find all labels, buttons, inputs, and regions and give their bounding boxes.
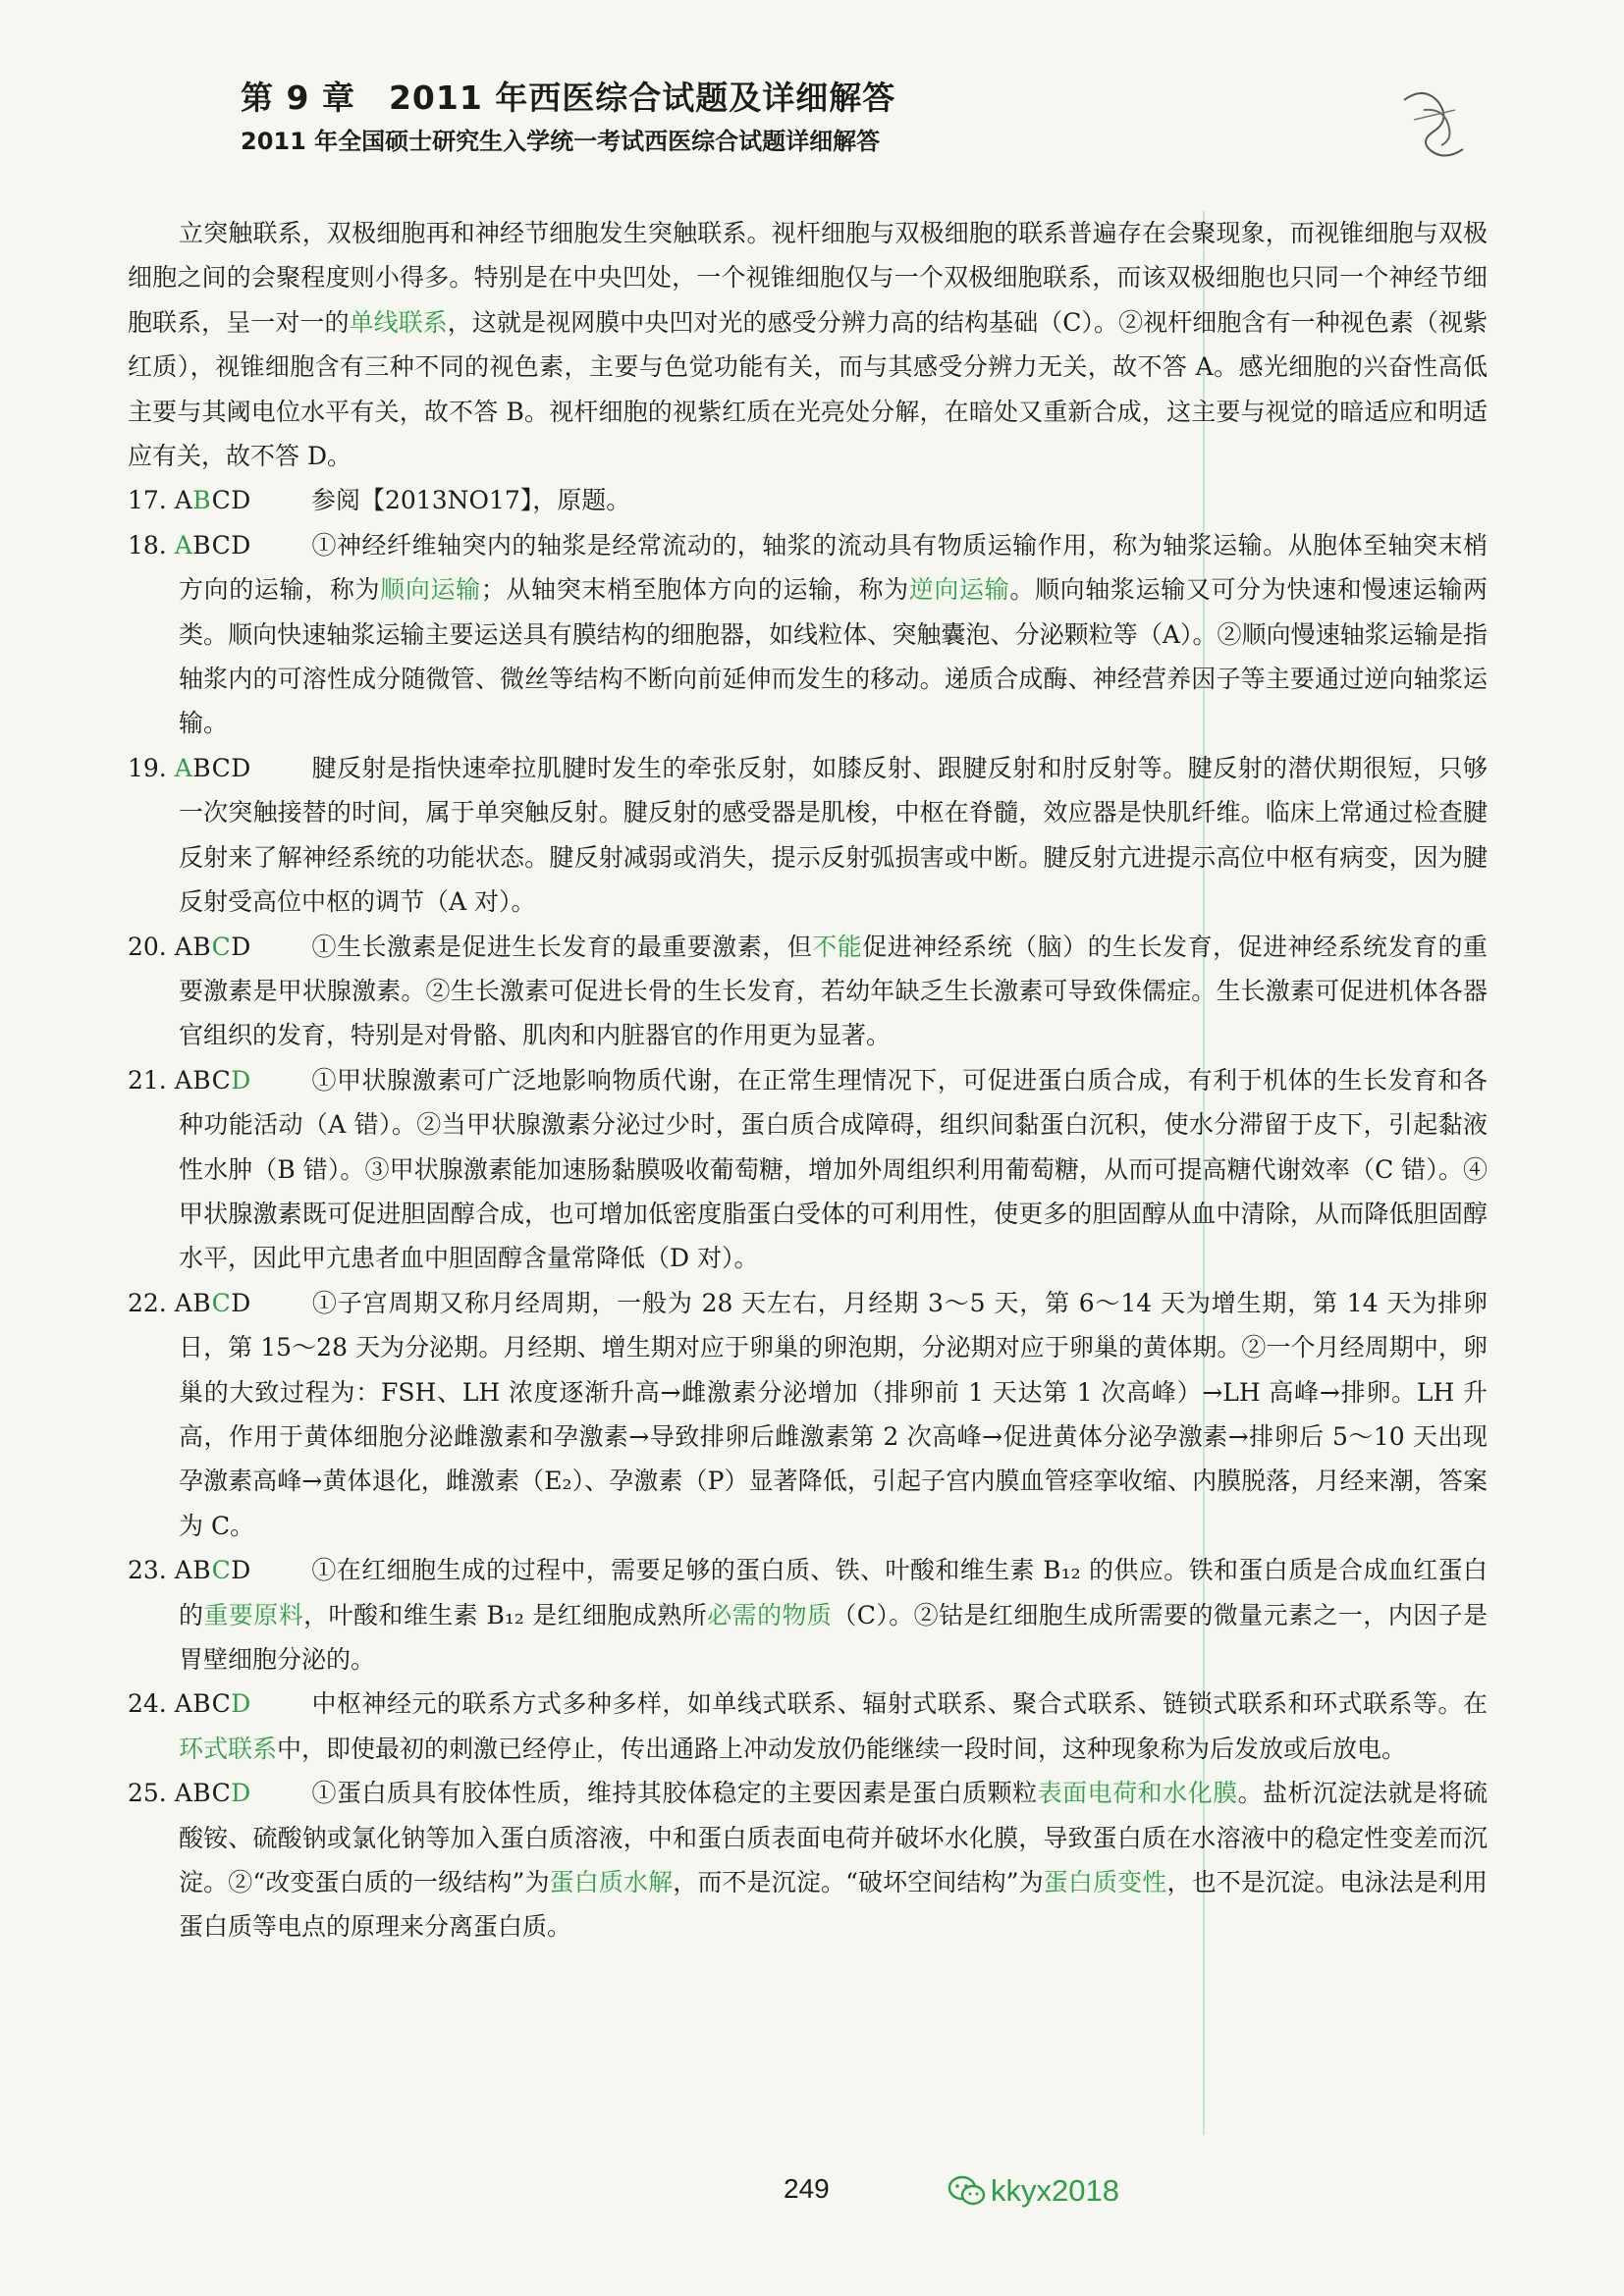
- answer-options: [175, 1689, 251, 1718]
- explanation-text: [179, 1058, 1488, 1281]
- option-letters: AB: [174, 932, 212, 961]
- text-run: ；从轴突末梢至胞体方向的运输，称为: [480, 575, 909, 605]
- answer-options: [175, 754, 251, 782]
- question-number: [128, 1058, 251, 1102]
- question-item: [128, 1771, 1488, 1949]
- chapter-title: 2011 年西医综合试题及详细解答: [388, 79, 896, 117]
- question-item: [128, 746, 1488, 925]
- option-letters: D: [231, 1556, 251, 1585]
- question-item: [128, 1682, 1488, 1771]
- option-letters: D: [231, 1288, 251, 1317]
- text-run: 中，即使最初的刺激已经停止，传出通路上冲动发放仍能继续一段时间，这种现象称为后发放或后放电。: [277, 1734, 1407, 1763]
- option-letters: AB: [174, 1556, 212, 1585]
- option-letters: BCD: [192, 530, 251, 560]
- highlighted-term: 蛋白质变性: [1043, 1868, 1167, 1897]
- correct-answer-letter: D: [231, 1065, 251, 1095]
- explanation-text: [179, 746, 1488, 925]
- page-footer: [0, 2167, 1624, 2216]
- question-label: 17.: [128, 486, 167, 515]
- highlighted-term: 单线联系: [349, 307, 448, 337]
- question-number: [128, 1548, 251, 1592]
- wechat-watermark: [947, 2169, 1119, 2213]
- text-run: ①在红细胞生成的过程中，需要足够的蛋白质、铁、叶酸和维生素 B₁₂ 的供应。铁和蛋白质是合成血红蛋白的: [179, 1556, 1488, 1629]
- correct-answer-letter: D: [231, 1779, 251, 1808]
- question-number: [128, 1682, 251, 1726]
- question-number: [128, 746, 251, 790]
- correct-answer-letter: C: [211, 932, 232, 961]
- highlighted-term: 逆向运输: [908, 575, 1010, 605]
- highlighted-term: 环式联系: [179, 1734, 278, 1763]
- answer-options: [175, 531, 251, 560]
- option-letters: ABC: [174, 1689, 232, 1719]
- text-run: 促进神经系统（脑）的生长发育，促进神经系统发育的重要激素是甲状腺激素。②生长激素可促进长骨的生长发育，若幼年缺乏生长激素可导致侏儒症。生长激素可促进机体各器官组织的发育，特别是对骨骼、肌肉和内脏器官的作用更为显著。: [179, 932, 1488, 1050]
- question-label: 18.: [128, 530, 167, 560]
- question-label: 25.: [128, 1779, 167, 1808]
- text-run: 参阅【2013NO17】，原题。: [311, 486, 631, 515]
- option-letters: A: [174, 486, 193, 515]
- question-label: 21.: [128, 1065, 167, 1095]
- question-number: [128, 925, 251, 969]
- answer-options: [175, 933, 251, 961]
- answer-explanations: [128, 211, 1488, 1949]
- correct-answer-letter: A: [174, 753, 193, 782]
- question-item: [128, 925, 1488, 1058]
- text-run: ，这就是视网膜中央凹对光的感受分辨力高的结构基础（C）。②视杆细胞含有一种视色素（视紫红质），视锥细胞含有三种不同的视色素，主要与色觉功能有关，而与其感受分辨力无关，故不答 A。感光细胞的兴奋性高低主要与其阈电位水平有关，故不答 B。视杆细胞的视紫红质在光亮处分解，在暗处又重新合成，这主要与视觉的暗适应和明适应有关，故不答 D。: [128, 307, 1488, 471]
- answer-options: [175, 1779, 251, 1807]
- text-run: 中枢神经元的联系方式多种多样，如单线式联系、辐射式联系、聚合式联系、链锁式联系和环式联系等。在: [311, 1689, 1488, 1719]
- text-run: ①蛋白质具有胶体性质，维持其胶体稳定的主要因素是蛋白质颗粒: [311, 1779, 1038, 1808]
- question-item: [128, 1281, 1488, 1548]
- page-number: 249: [784, 2173, 830, 2204]
- answer-options: [175, 1556, 251, 1584]
- handwritten-scribble-icon: [1394, 80, 1473, 169]
- text-run: ①子宫周期又称月经周期，一般为 28 天左右，月经期 3～5 天，第 6～14 天为增生期，第 14 天为排卵日，第 15～28 天为分泌期。月经期、增生期对应于卵巢的卵泡期，分泌期对应于卵巢的黄体期。②一个月经周期中，卵巢的大致过程为：FSH、LH 浓度逐渐升高→雌激素分泌增加（排卵前 1 天达第 1 次高峰）→LH 高峰→排卵。LH 升高，作用于黄体细胞分泌雌激素和孕激素→导致排卵后雌激素第 2 次高峰→促进黄体分泌孕激素→排卵后 5～10 天出现孕激素高峰→黄体退化，雌激素（E₂）、孕激素（P）显著降低，引起子宫内膜血管痉挛收缩、内膜脱落，月经来潮，答案为 C。: [179, 1288, 1488, 1540]
- text-run: ①甲状腺激素可广泛地影响物质代谢，在正常生理情况下，可促进蛋白质合成，有利于机体的生长发育和各种功能活动（A 错）。②当甲状腺激素分泌过少时，蛋白质合成障碍，组织间黏蛋白沉积，使水分滞留于皮下，引起黏液性水肿（B 错）。③甲状腺激素能加速肠黏膜吸收葡萄糖，增加外周组织利用葡萄糖，从而可提高糖代谢效率（C 错）。④甲状腺激素既可促进胆固醇合成，也可增加低密度脂蛋白受体的可利用性，使更多的胆固醇从血中清除，从而降低胆固醇水平，因此甲亢患者血中胆固醇含量常降低（D 对）。: [179, 1065, 1488, 1273]
- question-label: 24.: [128, 1689, 167, 1719]
- text-run: ，也不是沉淀。电泳法是利用蛋白质等电点的原理来分离蛋白质。: [179, 1868, 1488, 1942]
- explanation-text: [179, 1281, 1488, 1548]
- question-item: [128, 523, 1488, 746]
- text-run: ①神经纤维轴突内的轴浆是经常流动的，轴浆的流动具有物质运输作用，称为轴浆运输。从胞体至轴突末梢方向的运输，称为: [179, 530, 1488, 605]
- option-letters: ABC: [174, 1779, 232, 1808]
- question-item: [128, 1548, 1488, 1682]
- text-run: （C）。②钴是红细胞生成所需要的微量元素之一，内因子是胃壁细胞分泌的。: [179, 1600, 1488, 1674]
- question-number: [128, 1771, 251, 1815]
- question-label: 22.: [128, 1288, 167, 1317]
- option-letters: AB: [174, 1288, 212, 1317]
- answer-options: [175, 1066, 251, 1095]
- explanation-text: [179, 1682, 1488, 1771]
- correct-answer-letter: B: [192, 486, 212, 515]
- wechat-id: kkyx2018: [991, 2173, 1119, 2208]
- correct-answer-letter: C: [211, 1556, 232, 1585]
- answer-options: [175, 486, 251, 514]
- explanation-text: [179, 523, 1488, 746]
- option-letters: CD: [211, 486, 251, 515]
- chapter-number: 第 9 章: [241, 79, 355, 117]
- text-run: ，叶酸和维生素 B₁₂ 是红细胞成熟所: [303, 1600, 708, 1629]
- highlighted-term: 表面电荷和水化膜: [1037, 1779, 1238, 1808]
- page-header: [241, 77, 1370, 159]
- highlighted-term: 必需的物质: [707, 1600, 833, 1629]
- option-letters: D: [231, 932, 251, 961]
- section-subtitle: 2011 年全国硕士研究生入学统一考试西医综合试题详细解答: [241, 128, 881, 155]
- question-label: 23.: [128, 1556, 167, 1585]
- explanation-text: [179, 1771, 1488, 1949]
- explanation-text: [179, 925, 1488, 1058]
- question-number: [128, 478, 251, 522]
- question-label: 19.: [128, 753, 167, 782]
- highlighted-term: 不能: [812, 932, 863, 961]
- highlighted-term: 重要原料: [203, 1600, 304, 1629]
- answer-options: [175, 1289, 251, 1317]
- text-run: ，而不是沉淀。“破坏空间结构”为: [673, 1868, 1044, 1897]
- wechat-icon: [947, 2174, 987, 2208]
- question-item: [128, 478, 1488, 522]
- chapter-heading: [241, 77, 1370, 120]
- text-run: 。盐析沉淀法就是将硫酸铵、硫酸钠或氯化钠等加入蛋白质溶液，中和蛋白质表面电荷并破坏水化膜，导致蛋白质在水溶液中的稳定性变差而沉淀。②“改变蛋白质的一级结构”为: [179, 1779, 1488, 1897]
- question-label: 20.: [128, 932, 167, 961]
- question-list: [128, 478, 1488, 1949]
- correct-answer-letter: D: [231, 1689, 251, 1719]
- highlighted-term: 蛋白质水解: [549, 1868, 674, 1897]
- explanation-text: [179, 478, 1488, 522]
- question-number: [128, 523, 251, 567]
- explanation-text: [179, 1548, 1488, 1682]
- highlighted-term: 顺向运输: [380, 575, 481, 605]
- text-run: 。顺向轴浆运输又可分为快速和慢速运输两类。顺向快速轴浆运输主要运送具有膜结构的细胞器，如线粒体、突触囊泡、分泌颗粒等（A）。②顺向慢速轴浆运输是指轴浆内的可溶性成分随微管、微丝等结构不断向前延伸而发生的移动。递质合成酶、神经营养因子等主要通过逆向轴浆运输。: [179, 575, 1488, 738]
- question-item: [128, 1058, 1488, 1281]
- question-number: [128, 1281, 251, 1325]
- option-letters: ABC: [174, 1065, 232, 1095]
- text-run: 立突触联系，双极细胞再和神经节细胞发生突触联系。视杆细胞与双极细胞的联系普遍存在会聚现象，而视锥细胞与双极细胞之间的会聚程度则小得多。特别是在中央凹处，一个视锥细胞仅与一个双极细胞联系，而该双极细胞也只同一个神经节细胞联系，呈一对一的: [128, 219, 1488, 337]
- text-run: 腱反射是指快速牵拉肌腱时发生的牵张反射，如膝反射、跟腱反射和肘反射等。腱反射的潜伏期很短，只够一次突触接替的时间，属于单突触反射。腱反射的感受器是肌梭，中枢在脊髓，效应器是快肌纤维。临床上常通过检查腱反射来了解神经系统的功能状态。腱反射减弱或消失，提示反射弧损害或中断。腱反射亢进提示高位中枢有病变，因为腱反射受高位中枢的调节（A 对）。: [179, 753, 1488, 917]
- correct-answer-letter: A: [174, 530, 193, 560]
- correct-answer-letter: C: [211, 1288, 232, 1317]
- option-letters: BCD: [192, 753, 251, 782]
- intro-paragraph: [128, 211, 1488, 478]
- text-run: ①生长激素是促进生长发育的最重要激素，但: [311, 932, 813, 961]
